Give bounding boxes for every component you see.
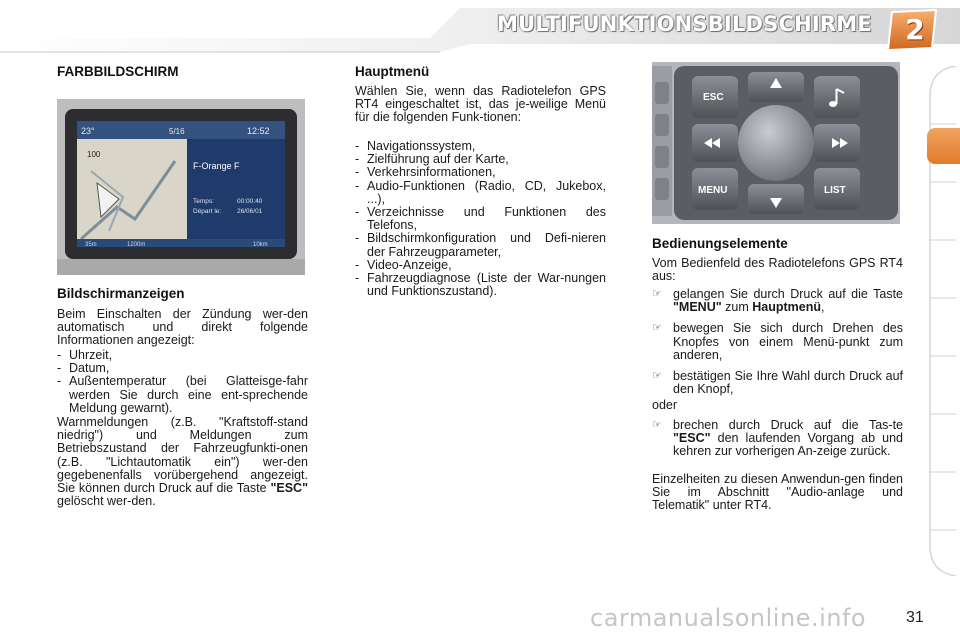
- screen-info-heading: Bildschirmanzeigen: [57, 286, 185, 301]
- list-item: - Navigationssystem,: [355, 139, 476, 153]
- list-button-label: LIST: [824, 185, 846, 196]
- screen-distance: 35m: [85, 242, 97, 248]
- pointing-hand-icon: ☞: [652, 370, 662, 383]
- controls-outro: Einzelheiten zu diesen Anwendun-gen finden Sie im Abschnitt "Audio-anlage und Telematik" unter RT4.: [652, 472, 903, 513]
- active-chapter-tab[interactable]: [927, 128, 960, 164]
- warning-paragraph: Warnmeldungen (z.B. "Kraftstoff-stand niedrig") und Meldungen zum Betriebszustand der Fahrzeugfunkti-onen (z.B. "Lichtautomatik ein") wer-den gegebenenfalls vorübergehend angezeigt. Sie können durch Druck auf die Taste "ESC" gelöscht wer-den.: [57, 415, 308, 509]
- pointing-hand-icon: ☞: [652, 322, 662, 335]
- display-screen-photo: [57, 99, 305, 275]
- esc-key-label: "ESC": [270, 481, 308, 496]
- page-title: MULTIFUNKTIONSBILDSCHIRME: [497, 12, 872, 36]
- screen-label-depart: Départ le:: [193, 208, 222, 215]
- screen-info-intro: Beim Einschalten der Zündung wer-den automatisch und direkt folgende Informationen angezeigt:: [57, 307, 308, 348]
- list-item: ☞ bestätigen Sie Ihre Wahl durch Druck auf den Knopf,: [652, 369, 903, 397]
- screen-label-time: Temps:: [193, 198, 214, 205]
- screen-value-time: 00:00:40: [237, 198, 263, 205]
- controls-heading: Bedienungselemente: [652, 236, 788, 251]
- page-number: 31: [906, 609, 924, 626]
- menu-key-label: "MENU": [673, 300, 722, 315]
- list-item: - Zielführung auf der Karte,: [355, 152, 509, 167]
- menu-button-label: MENU: [698, 185, 728, 196]
- list-item: - Uhrzeit,: [57, 348, 113, 362]
- pointing-hand-icon: ☞: [652, 288, 662, 300]
- list-item: - Datum,: [57, 361, 110, 376]
- screen-destination: F-Orange F: [193, 161, 240, 171]
- list-item: - Verzeichnisse und Funktionen des Telefons,: [355, 205, 606, 233]
- screen-value-depart: 26/06/01: [237, 208, 263, 215]
- main-menu-list: [355, 140, 606, 298]
- main-menu-target: Hauptmenü: [752, 300, 821, 315]
- esc-button-label: ESC: [703, 92, 724, 103]
- section-heading: FARBBILDSCHIRM: [57, 64, 179, 79]
- esc-key-label: "ESC": [673, 431, 711, 446]
- control-panel-photo: [652, 62, 900, 224]
- screen-speed: 100: [87, 150, 101, 159]
- list-item: - Verkehrsinformationen,: [355, 165, 496, 180]
- controls-intro: Vom Bedienfeld des Radiotelefons GPS RT4 aus:: [652, 256, 903, 284]
- controls-list: [652, 288, 903, 404]
- list-item: - Fahrzeugdiagnose (Liste der War-nungen und Funktionszustand).: [355, 271, 606, 299]
- list-item: ☞ brechen durch Druck auf die Tas-te "ESC" den laufenden Vorgang ab und kehren zur vorherigen An-zeige zurück.: [652, 418, 903, 459]
- watermark: carmanualsonline.info: [590, 604, 867, 632]
- screen-clock: 12:52: [247, 126, 270, 136]
- screen-distance-2: 1200m: [127, 242, 146, 248]
- chapter-number: 2: [905, 13, 925, 46]
- list-item: ☞ gelangen Sie durch Druck auf die Taste "MENU" zum Hauptmenü,: [652, 287, 903, 315]
- main-menu-heading: Hauptmenü: [355, 64, 430, 79]
- oder-text: oder: [652, 398, 678, 412]
- pointing-hand-icon: ☞: [652, 419, 662, 431]
- main-menu-intro: Wählen Sie, wenn das Radiotelefon GPS RT4 eingeschaltet ist, das je-weilige Menü für die folgenden Funk-tionen:: [355, 84, 606, 125]
- screen-scale: 10km: [253, 242, 268, 248]
- screen-info-list: [57, 349, 308, 415]
- list-item: - Außentemperatur (bei Glatteisge-fahr werden Sie durch eine ent-sprechende Meldung gewarnt).: [57, 374, 308, 415]
- list-item: ☞ bewegen Sie sich durch Drehen des Knopfes von einem Menü-punkt zum anderen,: [652, 321, 903, 362]
- controls-list-2: [652, 419, 903, 467]
- list-item: - Bildschirmkonfiguration und Defi-nieren der Fahrzeugparameter,: [355, 231, 606, 259]
- screen-temp: 23°: [81, 126, 95, 136]
- screen-date: 5/16: [169, 127, 185, 136]
- list-item: - Video-Anzeige,: [355, 257, 452, 272]
- list-item: - Audio-Funktionen (Radio, CD, Jukebox, ...),: [355, 178, 606, 206]
